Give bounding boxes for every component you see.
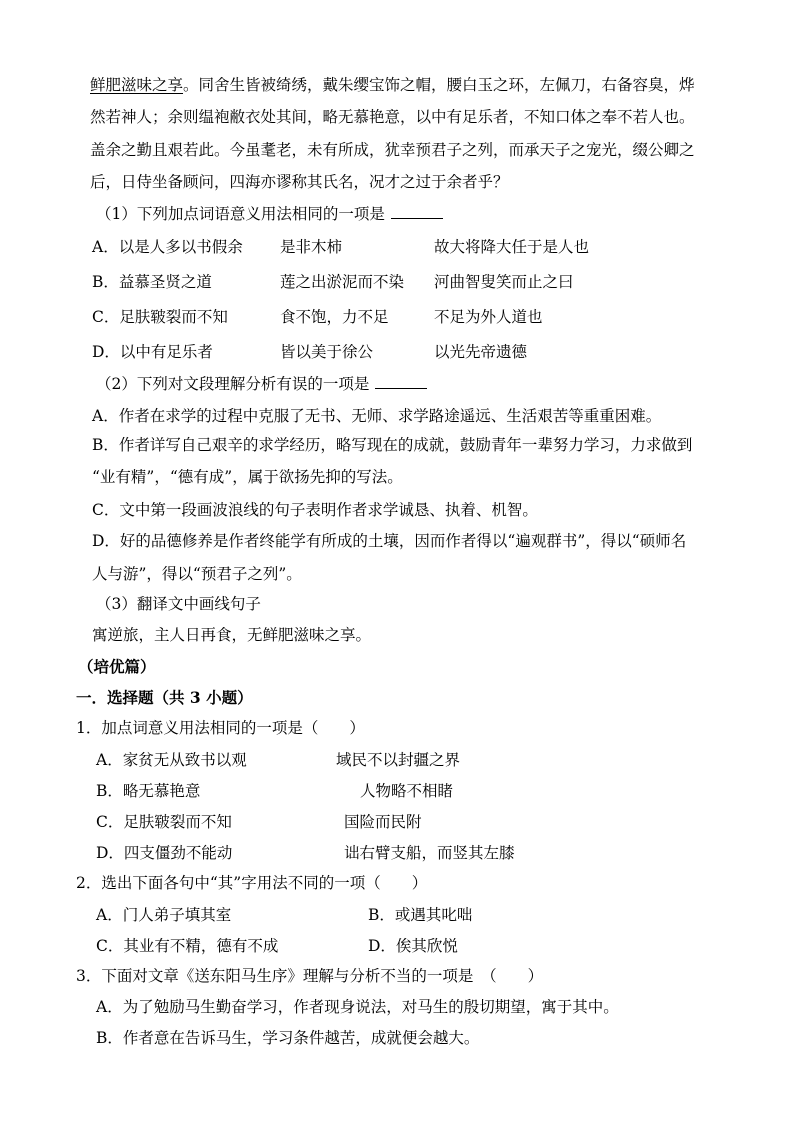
passage-line-2: 然若神人；余则缊袍敝衣处其间，略无慕艳意，以中有足乐者，不知口体之奉不若人也。 [90,108,695,126]
q1-option-d-2: 皆以美于徐公 [280,343,374,361]
answer-blank [375,374,427,389]
e1-option-a: A．家贫无从致书以观 [96,751,247,769]
q1-option-d: D．以中有足乐者 [92,343,213,361]
e2-option-c: C．其业有不精，德有不成 [96,937,279,955]
passage-line-4: 后，日侍坐备顾问，四海亦谬称其氏名，况才之过于余者乎？ [90,173,509,191]
q2-option-b-cont: “业有精”，“德有成”，属于欲扬先抑的写法。 [92,468,403,486]
part-title: 一．选择题（共 3 小题） [76,688,253,707]
e2-stem: 2．选出下面各句中“其”字用法不同的一项（ ） [76,874,428,892]
e1-option-d: D．四支僵劲不能动 [96,844,233,862]
e1-option-c-2: 国险而民附 [344,813,422,831]
q1-option-c-2: 食不饱，力不足 [280,308,389,326]
q1-option-d-3: 以光先帝遗德 [434,343,528,361]
e3-option-b: B．作者意在告诉马生，学习条件越苦，成就便会越大。 [96,1029,480,1047]
q1-option-a: A．以是人多以书假余 [92,238,243,256]
q1-option-b: B．益慕圣贤之道 [92,273,212,291]
e1-option-a-2: 域民不以封疆之界 [336,751,461,769]
section-title: （培优篇） [78,657,156,676]
e1-option-d-2: 诎右臂支船，而竖其左膝 [344,844,515,862]
passage-line-3: 盖余之勤且艰若此。今虽耄老，未有所成，犹幸预君子之列，而承天子之宠光，缀公卿之 [90,141,695,159]
q1-option-c: C．足肤皲裂而不知 [92,308,228,326]
e2-option-a: A．门人弟子填其室 [96,906,232,924]
q1-option-a-3: 故大将降大任于是人也 [434,238,590,256]
passage-line-1: 鲜肥滋味之享。同舍生皆被绮绣，戴朱缨宝饰之帽，腰白玉之环，左佩刀，右备容臭，烨 [90,76,695,94]
q2-option-d: D．好的品德修养是作者终能学有所成的土壤，因而作者得以“遍观群书”，得以“硕师名 [92,532,687,550]
q1-stem: （1）下列加点词语意义用法相同的一项是 [96,203,734,225]
answer-blank [391,204,443,219]
q2-option-b: B．作者详写自己艰辛的求学经历，略写现在的成就，鼓励青年一辈努力学习，力求做到 [92,436,693,454]
q1-option-b-3: 河曲智叟笑而止之曰 [434,273,574,291]
q1-option-b-2: 莲之出淤泥而不染 [280,273,405,291]
q2-option-a: A．作者在求学的过程中克服了无书、无师、求学路途遥远、生活艰苦等重重困难。 [92,407,662,425]
q1-option-c-3: 不足为外人道也 [434,308,543,326]
underlined-sentence: 鲜肥滋味之享 [90,76,184,94]
q2-stem: （2）下列对文段理解分析有误的一项是 [96,373,734,395]
q2-option-d-cont: 人与游”，得以“预君子之列”。 [92,565,302,583]
q3-stem: （3）翻译文中画线句子 [96,595,261,613]
e1-option-b-2: 人物略不相睹 [360,782,454,800]
e1-option-b: B．略无慕艳意 [96,782,201,800]
e3-option-a: A．为了勉励马生勤奋学习，作者现身说法，对马生的殷切期望，寓于其中。 [96,998,619,1016]
e1-option-c: C．足肤皲裂而不知 [96,813,232,831]
e3-stem: 3．下面对文章《送东阳马生序》理解与分析不当的一项是 （ ） [76,967,544,985]
e2-option-d: D．俟其欣悦 [368,937,458,955]
q3-sentence: 寓逆旅，主人日再食，无鲜肥滋味之享。 [92,626,372,644]
q2-option-c: C．文中第一段画波浪线的句子表明作者求学诚恳、执着、机智。 [92,501,538,519]
e2-option-b: B．或遇其叱咄 [368,906,473,924]
e1-stem: 1．加点词意义用法相同的一项是（ ） [76,719,365,737]
q1-option-a-2: 是非木柿 [280,238,343,256]
